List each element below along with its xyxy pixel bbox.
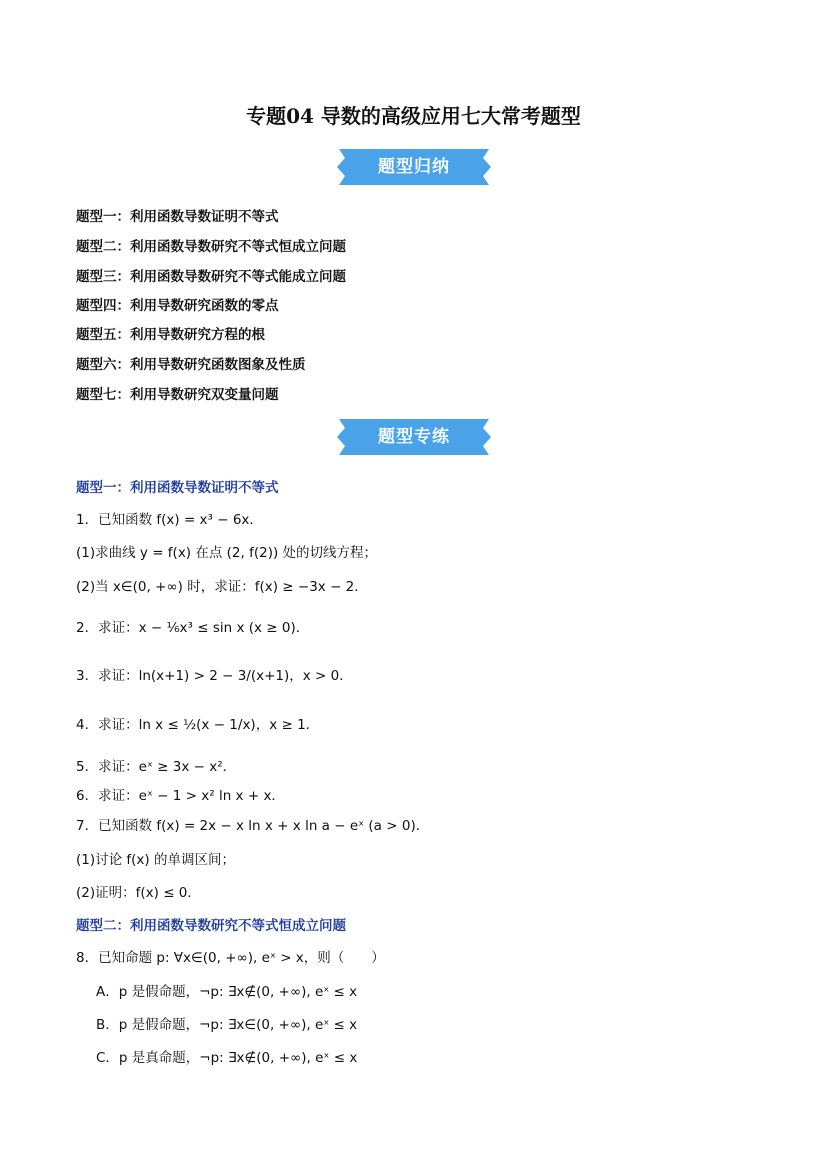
question-3: 3．求证：ln(x+1) > 2 − 3/(x+1)，x > 0． <box>76 668 353 684</box>
toc-item-6: 题型六：利用导数研究函数图象及性质 <box>76 357 306 373</box>
question-1: 1．已知函数 f(x) = x³ − 6x． <box>76 512 263 528</box>
toc-item-5: 题型五：利用导数研究方程的根 <box>76 327 265 343</box>
question-7: 7．已知函数 f(x) = 2x − x ln x + x ln a − eˣ (a > 0)． <box>76 818 430 834</box>
practice-banner-label: 题型专练 <box>378 427 450 447</box>
question-7-part-2: (2)证明：f(x) ≤ 0． <box>76 885 201 901</box>
question-6: 6．求证：eˣ − 1 > x² ln x + x． <box>76 788 285 804</box>
section-heading-1: 题型一：利用函数导数证明不等式 <box>76 480 279 496</box>
practice-banner <box>333 416 495 458</box>
question-1-part-2: (2)当 x∈(0, +∞) 时，求证：f(x) ≥ −3x − 2． <box>76 579 368 595</box>
question-5: 5．求证：eˣ ≥ 3x − x²． <box>76 759 237 775</box>
summary-banner <box>333 146 495 188</box>
option-b: B．p 是假命题，¬p: ∃x∈(0, +∞), eˣ ≤ x <box>96 1017 358 1033</box>
question-7-part-1: (1)讨论 f(x) 的单调区间； <box>76 852 235 868</box>
toc-item-3: 题型三：利用函数导数研究不等式能成立问题 <box>76 269 346 285</box>
question-1-part-1: (1)求曲线 y = f(x) 在点 (2, f(2)) 处的切线方程； <box>76 545 378 561</box>
toc-item-7: 题型七：利用导数研究双变量问题 <box>76 387 279 403</box>
question-4: 4．求证：ln x ≤ ½(x − 1/x)，x ≥ 1． <box>76 717 320 733</box>
summary-banner-label: 题型归纳 <box>378 157 450 177</box>
question-2: 2．求证：x − ¹⁄₆x³ ≤ sin x (x ≥ 0)． <box>76 620 310 636</box>
question-8: 8．已知命题 p: ∀x∈(0, +∞), eˣ > x，则（ ） <box>76 950 385 966</box>
toc-item-2: 题型二：利用函数导数研究不等式恒成立问题 <box>76 239 346 255</box>
option-c: C．p 是真命题，¬p: ∃x∉(0, +∞), eˣ ≤ x <box>96 1050 358 1066</box>
page-title: 专题04 导数的高级应用七大常考题型 <box>246 104 581 128</box>
toc-item-1: 题型一：利用函数导数证明不等式 <box>76 209 279 225</box>
option-a: A．p 是假命题，¬p: ∃x∉(0, +∞), eˣ ≤ x <box>96 984 358 1000</box>
toc-item-4: 题型四：利用导数研究函数的零点 <box>76 298 279 314</box>
section-heading-2: 题型二：利用函数导数研究不等式恒成立问题 <box>76 918 346 934</box>
